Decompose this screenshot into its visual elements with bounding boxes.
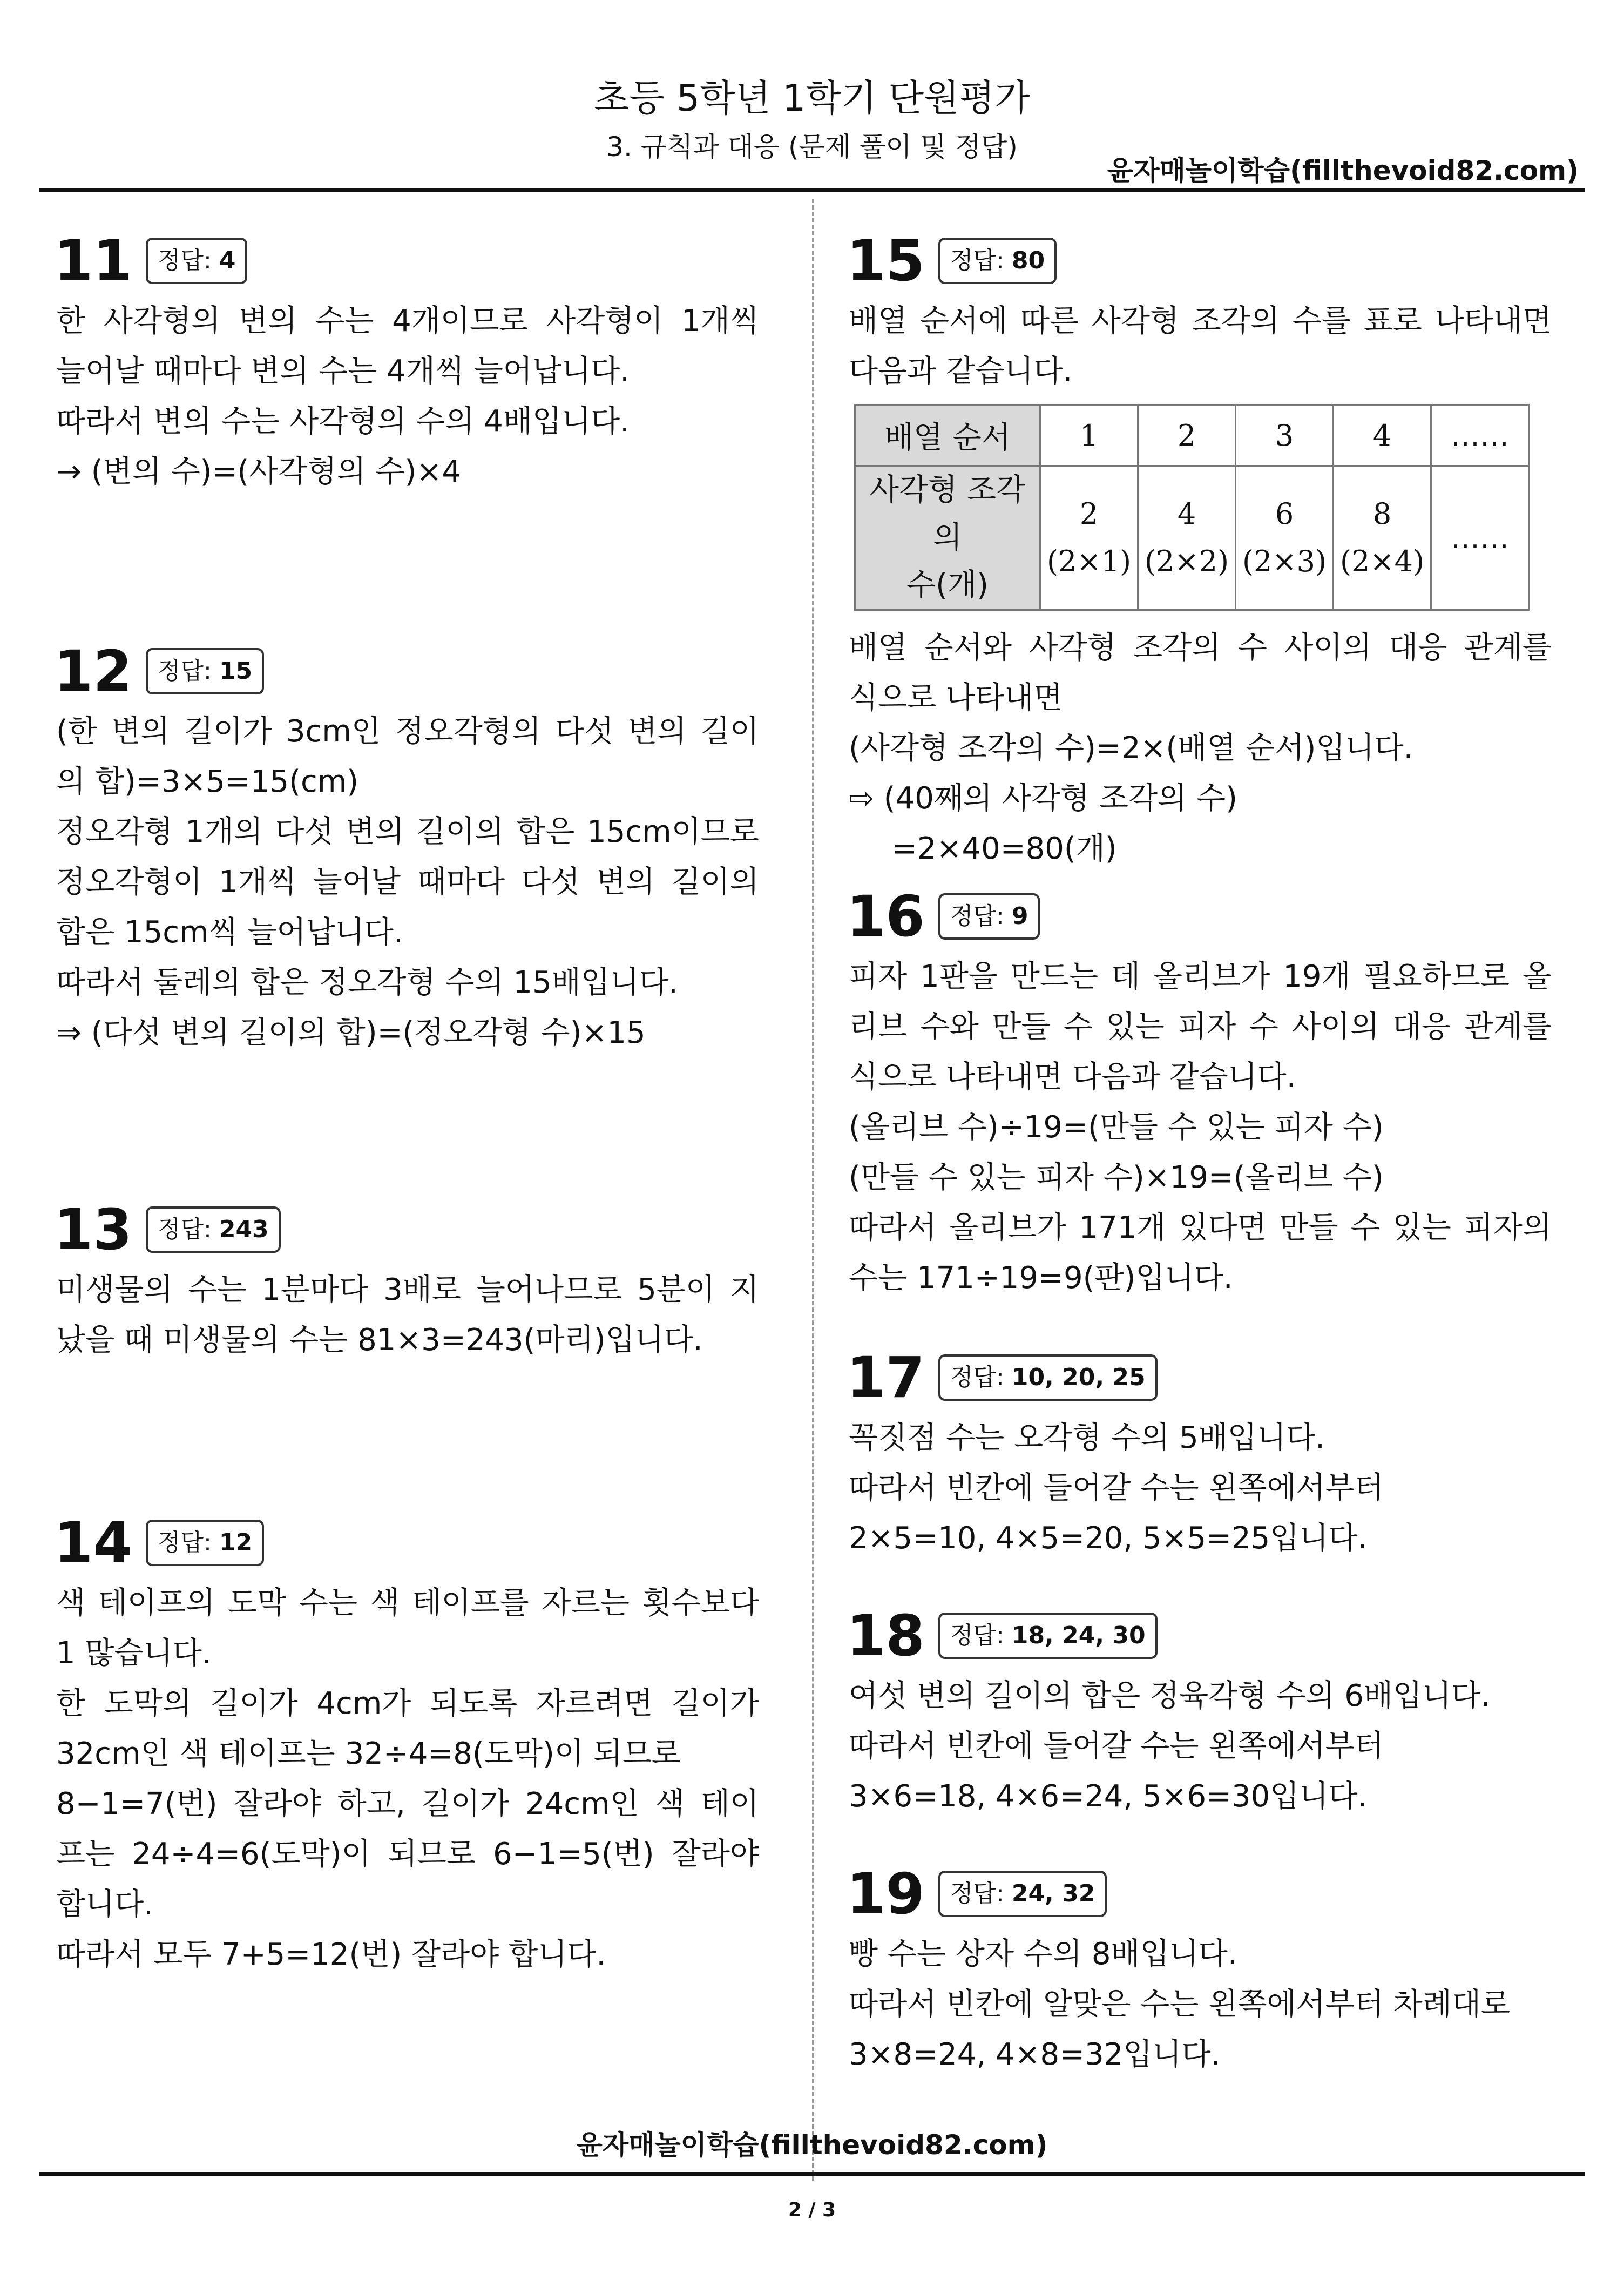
- answer-badge: [938, 238, 1057, 284]
- solution-line: (올리브 수)÷19=(만들 수 있는 피자 수): [849, 1110, 1384, 1145]
- table-ellipsis-cell: ……: [1431, 405, 1529, 466]
- answer-value: 243: [219, 1216, 269, 1243]
- brand-header: 윤자매놀이학습(fillthevoid82.com): [1107, 155, 1579, 186]
- answer-label: 정답:: [158, 1529, 219, 1556]
- cell-value: 4: [1177, 497, 1196, 531]
- solution-line: (만들 수 있는 피자 수)×19=(올리브 수): [849, 1160, 1384, 1195]
- solution-line: 프는 24÷4=6(도막)이 되므로 6−1=5(번) 잘라야: [56, 1837, 759, 1872]
- answer-label: 정답:: [950, 247, 1012, 274]
- problem-number: 12: [54, 638, 132, 704]
- solution-line: 3×6=18, 4×6=24, 5×6=30입니다.: [849, 1779, 1368, 1814]
- table-cell: [1138, 466, 1236, 610]
- solution-line: (한 변의 길이가 3cm인 정오각형의 다섯 변의 길이: [56, 714, 759, 749]
- solution-line: 따라서 모두 7+5=12(번) 잘라야 합니다.: [56, 1937, 606, 1972]
- answer-label: 정답:: [158, 1216, 219, 1243]
- solution-line: 2×5=10, 4×5=20, 5×5=25입니다.: [849, 1521, 1368, 1556]
- answer-value: 10, 20, 25: [1011, 1364, 1146, 1391]
- answer-value: 12: [219, 1529, 253, 1556]
- solution-line: 한 도막의 길이가 4cm가 되도록 자르려면 길이가: [56, 1686, 759, 1721]
- solution-line: 정오각형이 1개씩 늘어날 때마다 다섯 변의 길이의: [56, 865, 759, 900]
- solution-line: 합은 15cm씩 늘어납니다.: [56, 915, 403, 950]
- solution-line: 수는 171÷19=9(판)입니다.: [849, 1260, 1233, 1296]
- cell-value: 2: [1079, 497, 1099, 531]
- answer-label: 정답:: [158, 657, 219, 685]
- answer-label: 정답:: [950, 1364, 1012, 1391]
- solution-line: 한 사각형의 변의 수는 4개이므로 사각형이 1개씩: [56, 303, 759, 339]
- solution-line: 1 많습니다.: [56, 1636, 212, 1671]
- solution-line: 의 합)=3×5=15(cm): [56, 764, 359, 799]
- answer-value: 80: [1011, 247, 1045, 274]
- solution-line: 배열 순서에 따른 사각형 조각의 수를 표로 나타내면: [849, 303, 1552, 339]
- problem-number: 19: [847, 1861, 925, 1927]
- table-cell: 4: [1334, 405, 1431, 466]
- problem-12: [56, 636, 759, 1058]
- cell-value: 6: [1275, 497, 1294, 531]
- problem-number: 18: [847, 1603, 925, 1669]
- solution-line: 합니다.: [56, 1887, 154, 1922]
- solution-line: 미생물의 수는 1분마다 3배로 늘어나므로 5분이 지: [56, 1272, 759, 1307]
- table-cell: [1236, 466, 1334, 610]
- solution-line: 32cm인 색 테이프는 32÷4=8(도막)이 되므로: [56, 1736, 681, 1771]
- answer-value: 9: [1011, 902, 1028, 930]
- solution-line: ⇒ (다섯 변의 길이의 합)=(정오각형 수)×15: [56, 1015, 646, 1050]
- answer-label: 정답:: [950, 1622, 1012, 1649]
- solution-line: 따라서 빈칸에 들어갈 수는 왼쪽에서부터: [849, 1729, 1384, 1764]
- answer-value: 18, 24, 30: [1011, 1622, 1146, 1649]
- table-cell: [1040, 466, 1138, 610]
- problem-number: 16: [847, 883, 925, 949]
- table-header-cell: [855, 466, 1040, 610]
- answer-value: 24, 32: [1011, 1880, 1095, 1907]
- problem-14: [56, 1508, 759, 1980]
- column-divider: [812, 199, 814, 2181]
- problem-19: [849, 1859, 1552, 2080]
- solution-line: (사각형 조각의 수)=2×(배열 순서)입니다.: [849, 731, 1413, 766]
- solution-line: 정오각형 1개의 다섯 변의 길이의 합은 15cm이므로: [56, 814, 759, 849]
- table-cell: 3: [1236, 405, 1334, 466]
- answer-badge: [146, 1206, 281, 1253]
- page-title: 초등 5학년 1학기 단원평가: [593, 77, 1031, 120]
- table-row: [855, 405, 1529, 466]
- footer-rule: [39, 2172, 1585, 2176]
- header-line: 사각형 조각의: [869, 473, 1026, 555]
- solution-line: 따라서 빈칸에 알맞은 수는 왼쪽에서부터 차례대로: [849, 1987, 1511, 2022]
- answer-value: 4: [219, 247, 236, 274]
- solution-line: 났을 때 미생물의 수는 81×3=243(마리)입니다.: [56, 1323, 703, 1358]
- solution-line: =2×40=80(개): [892, 831, 1117, 866]
- table-cell: [1334, 466, 1431, 610]
- problem-18: [849, 1601, 1552, 1822]
- solution-line: 다음과 같습니다.: [849, 354, 1073, 389]
- solution-line: 빵 수는 상자 수의 8배입니다.: [849, 1937, 1237, 1972]
- problem-17: [849, 1343, 1552, 1563]
- solution-line: 따라서 빈칸에 들어갈 수는 왼쪽에서부터: [849, 1470, 1384, 1506]
- solution-line: 식으로 나타내면 다음과 같습니다.: [849, 1060, 1296, 1095]
- table-row: [855, 466, 1529, 610]
- problem-number: 14: [54, 1510, 132, 1576]
- cell-subvalue: (2×4): [1339, 544, 1425, 578]
- problem-15: [849, 226, 1552, 874]
- problem-number: 17: [847, 1345, 925, 1411]
- solution-line: 3×8=24, 4×8=32입니다.: [849, 2037, 1221, 2072]
- problem-16: [849, 881, 1552, 1303]
- problem-number: 11: [54, 228, 132, 294]
- solution-line: 따라서 둘레의 합은 정오각형 수의 15배입니다.: [56, 965, 678, 1000]
- solution-line: 색 테이프의 도막 수는 색 테이프를 자르는 횟수보다: [56, 1586, 759, 1621]
- solution-line: 꼭짓점 수는 오각형 수의 5배입니다.: [849, 1420, 1325, 1455]
- solution-line: 따라서 올리브가 171개 있다면 만들 수 있는 피자의: [849, 1210, 1552, 1245]
- solution-line: 따라서 변의 수는 사각형의 수의 4배입니다.: [56, 404, 630, 439]
- answer-label: 정답:: [158, 247, 219, 274]
- answer-badge: [938, 893, 1040, 940]
- solution-line: → (변의 수)=(사각형의 수)×4: [56, 454, 461, 489]
- answer-label: 정답:: [950, 902, 1012, 930]
- solution-line: 8−1=7(번) 잘라야 하고, 길이가 24cm인 색 테이: [56, 1786, 759, 1822]
- solution-line: 피자 1판을 만드는 데 올리브가 19개 필요하므로 올: [849, 959, 1552, 994]
- table-header-cell: 배열 순서: [855, 405, 1040, 466]
- cell-subvalue: (2×2): [1144, 544, 1229, 578]
- solution-line: 배열 순서와 사각형 조각의 수 사이의 대응 관계를: [849, 630, 1552, 665]
- solution-line: ⇨ (40째의 사각형 조각의 수): [849, 781, 1237, 816]
- answer-label: 정답:: [950, 1880, 1012, 1907]
- problem-number: 15: [847, 228, 925, 294]
- cell-subvalue: (2×3): [1242, 544, 1327, 578]
- answer-badge: [938, 1354, 1158, 1401]
- answer-badge: [938, 1613, 1158, 1659]
- page-number: 2 / 3: [788, 2199, 836, 2221]
- solution-line: 여섯 변의 길이의 합은 정육각형 수의 6배입니다.: [849, 1678, 1491, 1714]
- solution-line: 리브 수와 만들 수 있는 피자 수 사이의 대응 관계를: [849, 1009, 1552, 1044]
- problem-number: 13: [54, 1197, 132, 1263]
- answer-badge: [146, 238, 247, 284]
- answer-badge: [146, 648, 264, 694]
- table-cell: 1: [1040, 405, 1138, 466]
- table-ellipsis-cell: ……: [1431, 466, 1529, 610]
- table-cell: 2: [1138, 405, 1236, 466]
- page-subtitle: 3. 규칙과 대응 (문제 풀이 및 정답): [606, 131, 1018, 163]
- answer-badge: [146, 1520, 264, 1566]
- sequence-table: [854, 404, 1530, 611]
- solution-line: 식으로 나타내면: [849, 680, 1063, 716]
- brand-footer: 윤자매놀이학습(fillthevoid82.com): [576, 2129, 1048, 2161]
- cell-value: 8: [1372, 497, 1392, 531]
- problem-13: [56, 1195, 759, 1365]
- header-rule: [39, 188, 1585, 192]
- problem-11: [56, 226, 759, 497]
- answer-badge: [938, 1871, 1107, 1917]
- header-line: 수(개): [906, 568, 989, 603]
- cell-subvalue: (2×1): [1046, 544, 1132, 578]
- answer-value: 15: [219, 657, 253, 685]
- solution-line: 늘어날 때마다 변의 수는 4개씩 늘어납니다.: [56, 354, 630, 389]
